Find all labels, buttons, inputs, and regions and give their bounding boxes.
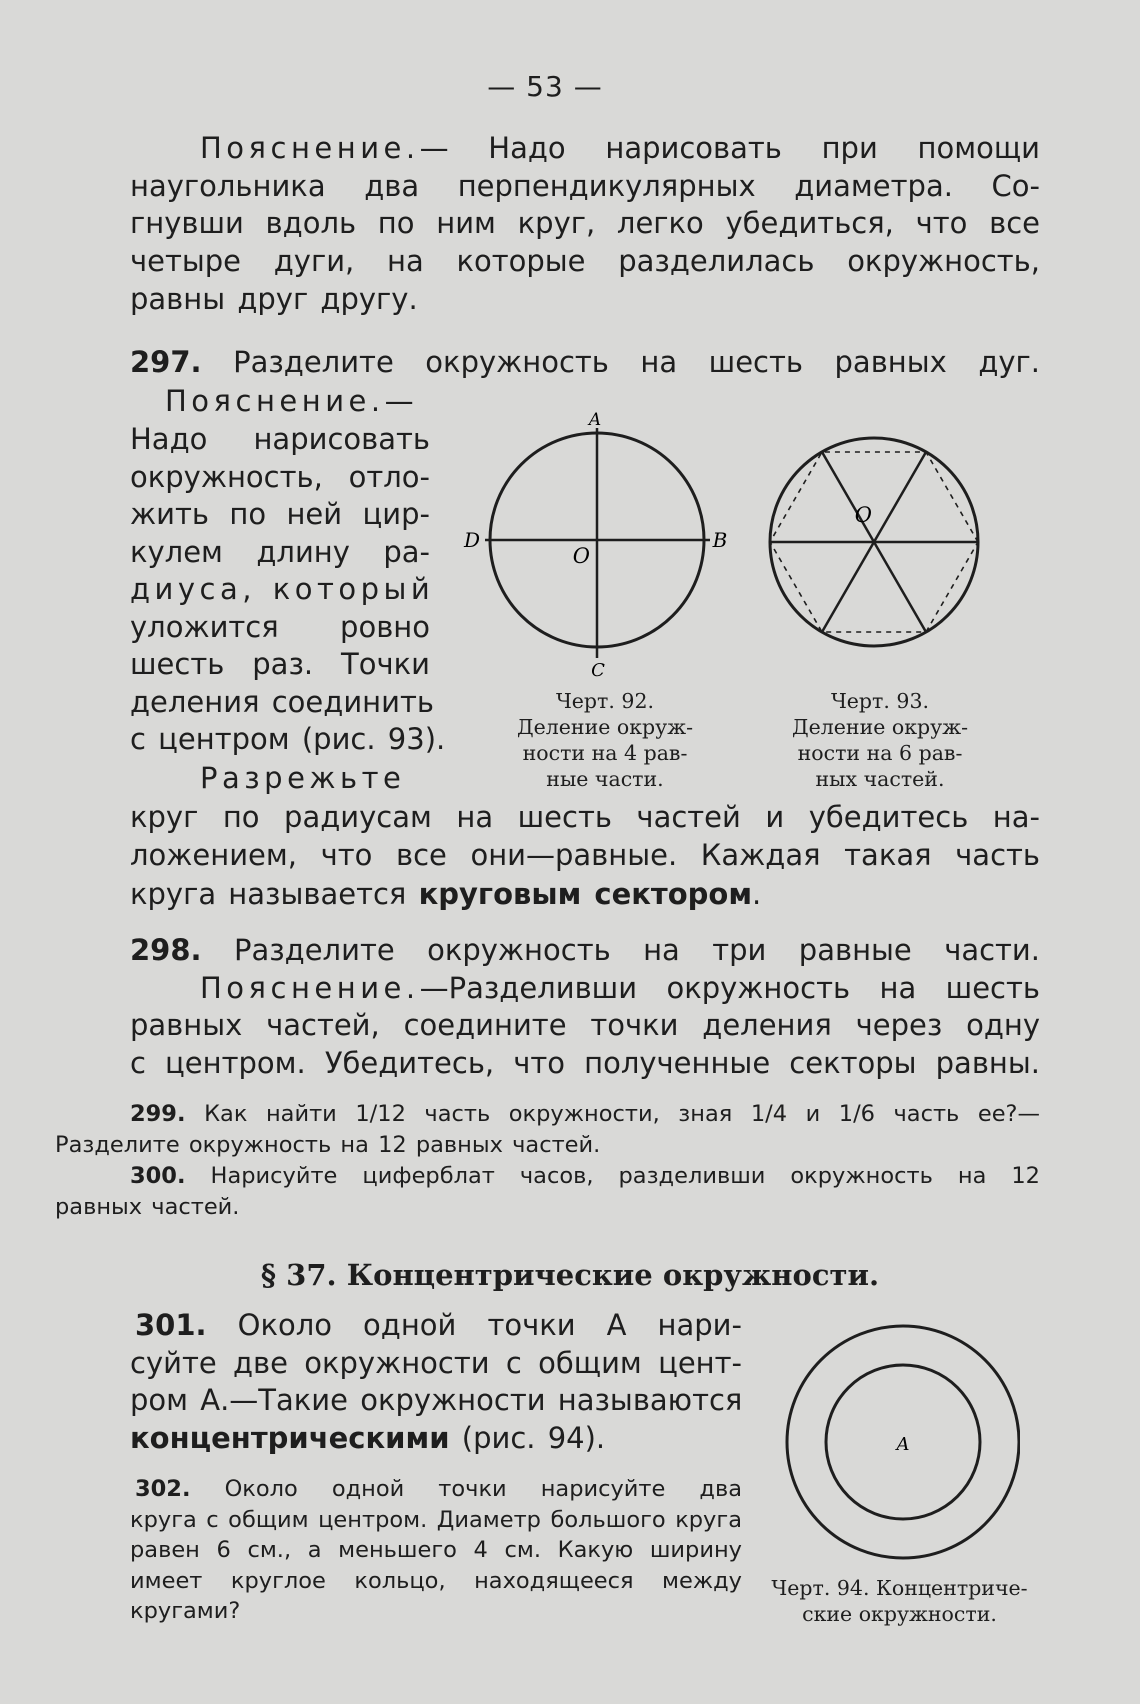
problem-number: 300. (130, 1163, 186, 1189)
label-d: D (463, 528, 481, 552)
radii (770, 452, 978, 632)
problem-number: 299. (130, 1101, 186, 1127)
intro-last-line: равны друг другу. (130, 282, 418, 316)
problem-298: 298. Разделите окружность на три равные части. Пояснение.—Разделивши окружность на шесть равных частей, соедините точки деления через одну с центром. Убедитесь, что полученные секторы равны. (130, 933, 1040, 1080)
problem-302: 302. Около одной точки нарисуйте два круга с общим центром. Диаметр большого круга равен 6 см., а меньшего 4 см. Какую ширину имеет круглое кольцо, находящееся между (130, 1476, 743, 1594)
problem-297-continued: круг по радиусам на шесть частей и убедитесь на- ложением, что все они—равные. Каждая такая часть (130, 800, 1040, 872)
problem-number: 302. (135, 1476, 191, 1502)
page-number: — 53 — (487, 70, 603, 103)
problem-297-side-line: Разрежьте (200, 761, 406, 795)
figure-92 (460, 410, 730, 690)
label-o: O (572, 544, 590, 568)
problem-number: 298. (130, 933, 202, 967)
problem-299: 299. Как найти 1/12 часть окружности, зная 1/4 и 1/6 часть ее?— (130, 1101, 1040, 1127)
label-b: B (712, 528, 728, 552)
label-a: A (896, 1434, 910, 1455)
label-o: O (854, 503, 872, 527)
explanation-label: Пояснение. (200, 970, 420, 1005)
intro-explanation: Пояснение.— Надо нарисовать при помощи наугольника два перпендикулярных диаметра. Со- гнувши вдоль по ним круг, легко убедиться, что все четыре дуги, на которые разделилась окружность, (130, 131, 1040, 278)
problem-297-last-line: круга называется круговым сектором. (130, 877, 762, 911)
explanation-label: Пояснение. (200, 131, 420, 165)
term-concentric: концентрическими (130, 1421, 450, 1455)
figure-94-caption: Черт. 94. Концентриче- ские окружности. (771, 1576, 1028, 1626)
section-heading: § 37. Концентрические окружности. (260, 1258, 880, 1292)
explanation-label: Пояснение.— (165, 384, 419, 418)
figure-94 (780, 1320, 1020, 1560)
problem-301-last-line: концентрическими (рис. 94). (130, 1421, 606, 1455)
term-circular-sector: круговым сектором (418, 877, 753, 911)
problem-300: 300. Нарисуйте циферблат часов, разделивши окружность на 12 (130, 1163, 1041, 1189)
figure-92-caption: Черт. 92. Деление окруж- ности на 4 рав- ные части. (516, 689, 694, 791)
figure-93 (760, 430, 1000, 650)
problem-297-side-text: Надо нарисовать окружность, отло- жить по ней цир- кулем длину ра- диуса, который уложится ровно шесть раз. Точки деления соединить (130, 422, 435, 719)
problem-number: 301. (135, 1308, 207, 1342)
problem-299-line-2: Разделите окружность на 12 равных частей. (55, 1132, 601, 1158)
problem-302-last-line: кругами? (130, 1598, 241, 1624)
problem-297: 297. Разделите окружность на шесть равных дуг. (130, 345, 1040, 379)
figure-93-caption: Черт. 93. Деление окруж- ности на 6 рав- ных частей. (791, 689, 969, 791)
label-a: A (588, 410, 602, 430)
problem-number: 297. (130, 345, 202, 379)
problem-301: 301. Около одной точки А нари- суйте две окружности с общим цент- ром А.—Такие окружности называются (130, 1308, 743, 1417)
label-c: C (591, 660, 605, 681)
problem-297-side-line: с центром (рис. 93). (130, 722, 446, 756)
problem-300-line-2: равных частей. (55, 1194, 240, 1220)
